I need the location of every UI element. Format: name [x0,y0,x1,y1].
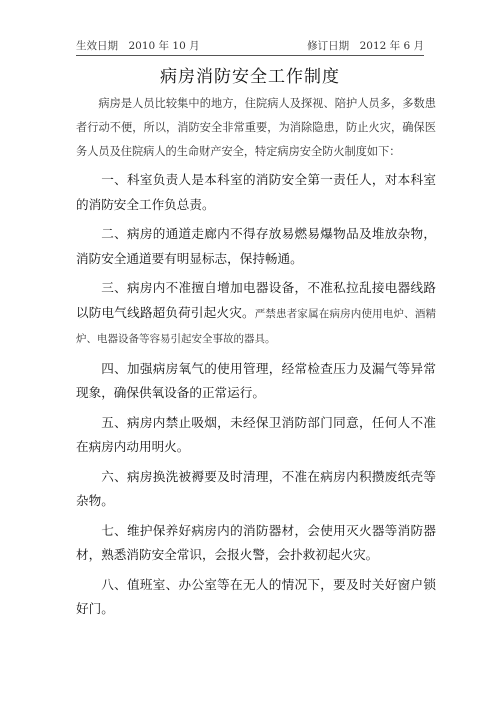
revised-date: 修订日期 2012 年 6 月 [307,40,424,52]
rule-4 [76,357,436,406]
rule-note: 严禁患者家属在病房内使用电炉、酒精炉、电器设备等容易引起安全事故的器具。 [76,307,437,345]
rule-2 [76,222,436,271]
rule-text: 四、加强病房氧气的使用管理，经常检查压力及漏气等异常现象，确保供氧设备的正常运行。 [76,360,436,400]
rule-1 [76,168,436,217]
page-header [76,37,424,56]
effective-date: 生效日期 2010 年 10 月 [76,40,200,52]
rule-text: 一、科室负责人是本科室的消防安全第一责任人，对本科室的消防安全工作负总责。 [76,172,436,212]
rule-text: 七、维护保养好病房内的消防器材，会使用灭火器等消防器材，熟悉消防安全常识，会报火警，会扑救初起火灾。 [76,522,436,562]
rule-6 [76,465,436,514]
rule-text: 五、病房内禁止吸烟，未经保卫消防部门同意，任何人不准在病房内动用明火。 [76,414,436,454]
rule-text: 二、病房的通道走廊内不得存放易燃易爆物品及堆放杂物，消防安全通道要有明显标志，保持畅通。 [76,226,436,266]
rule-3 [76,276,436,352]
rule-text: 三、病房内不准擅自增加电器设备，不准私拉乱接电器线路以防电气线路超负荷引起火灾。 [76,280,436,320]
rule-5 [76,411,436,460]
intro-paragraph: 病房是人员比较集中的地方，住院病人及探视、陪护人员多，多数患者行动不便，所以，消防安全非常重要，为消除隐患，防止火灾，确保医务人员及住院病人的生命财产安全，特定病房安全防火制度如下： [76,97,436,158]
rule-text: 八、值班室、办公室等在无人的情况下，要及时关好窗户锁好门。 [76,576,436,616]
document-title: 病房消防安全工作制度 [160,67,340,87]
document-body [76,92,436,627]
rule-7 [76,519,436,568]
rule-8 [76,573,436,622]
rule-text: 六、病房换洗被褥要及时清理，不准在病房内积攒废纸壳等杂物。 [76,468,436,508]
